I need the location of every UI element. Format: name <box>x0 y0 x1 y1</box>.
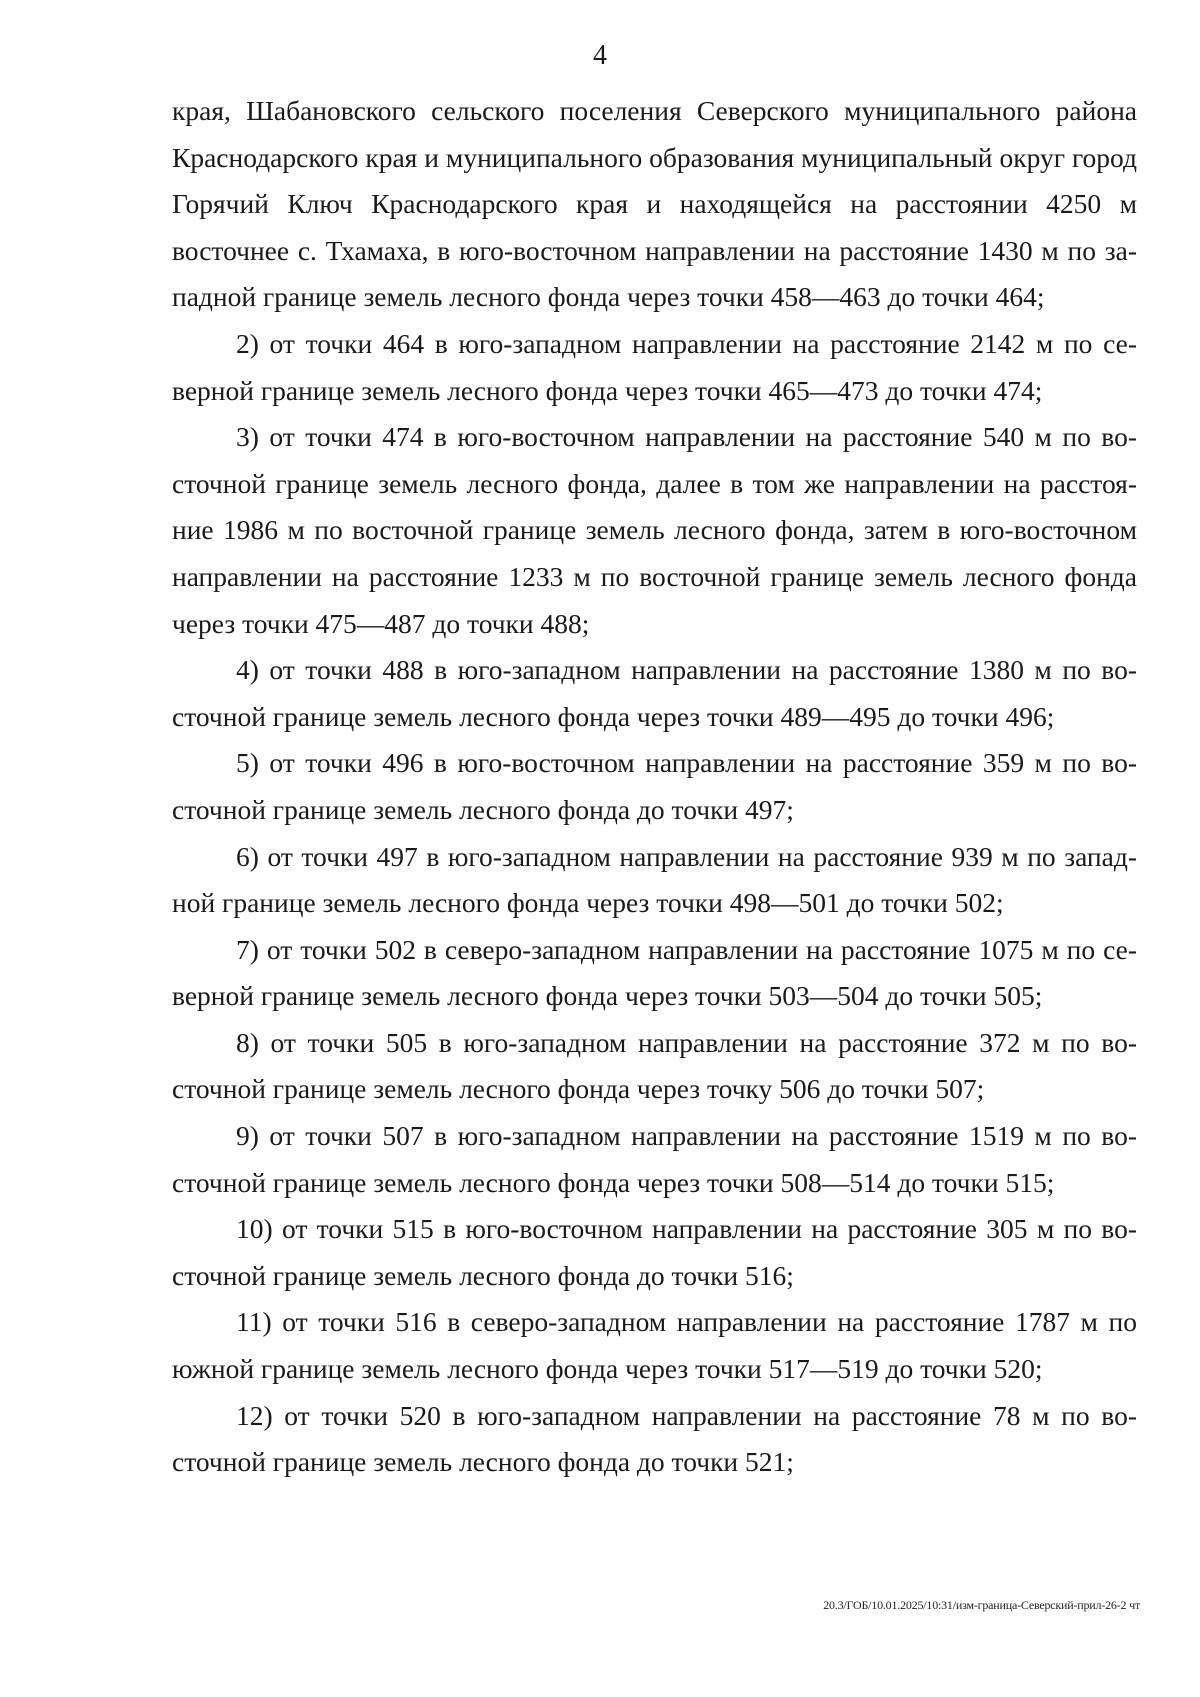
paragraph-item-8: 8) от точки 505 в юго-западном направлении на расстояние 372 м по восточной границе земель лесного фонда через точку 506 до точки 507; <box>172 1026 1137 1105</box>
paragraph-item-7: 7) от точки 502 в северо-западном направлении на расстояние 1075 м по северной границе земель лесного фонда через точки 503—504 до точки 505; <box>172 933 1137 1012</box>
paragraph-item-4: 4) от точки 488 в юго-западном направлении на расстояние 1380 м по восточной границе земель лесного фонда через точки 489—495 до точки 496; <box>172 654 1137 732</box>
paragraph-item-3: 3) от точки 474 в юго-восточном направлении на расстояние 540 м по восточной границе земель лесного фонда, далее в том же направлении на расстояние 1986 м по восточной границе земель лесного фонда, затем в юго-восточном направлении на расстояние 1233 м по восточной границе земель лесного фонда через точки 475—487 до точки 488; <box>172 421 1137 639</box>
paragraph-item-12: 12) от точки 520 в юго-западном направлении на расстояние 78 м по восточной границе земель лесного фонда до точки 521; <box>172 1399 1137 1478</box>
paragraph-item-9: 9) от точки 507 в юго-западном направлении на расстояние 1519 м по восточной границе земель лесного фонда через точки 508—514 до точки 515; <box>172 1120 1137 1198</box>
paragraph-item-10: 10) от точки 515 в юго-восточном направлении на расстояние 305 м по восточной границе земель лесного фонда до точки 516; <box>172 1213 1137 1291</box>
paragraph-item-6: 6) от точки 497 в юго-западном направлении на расстояние 939 м по западной границе земель лесного фонда через точки 498—501 до точки 502; <box>172 840 1137 919</box>
document-body <box>172 88 1137 1486</box>
document-footer-code: 20.3/ГОБ/10.01.2025/10:31/изм-граница-Северский-прил-26-2 чт <box>823 1598 1140 1612</box>
paragraph-item-2: 2) от точки 464 в юго-западном направлении на расстояние 2142 м по северной границе земель лесного фонда через точки 465—473 до точки 474; <box>172 327 1137 406</box>
paragraph-continuation: края, Шабановского сельского поселения Северского муниципального района Краснодарского края и муниципального образования муниципальный округ город Горячий Ключ Краснодарского края и находящейся на расстоянии 4250 м восточнее с. Тхамаха, в юго-восточном направлении на расстояние 1430 м по западной границе земель лесного фонда через точки 458—463 до точки 464; <box>172 95 1137 313</box>
paragraph-item-5: 5) от точки 496 в юго-восточном направлении на расстояние 359 м по восточной границе земель лесного фонда до точки 497; <box>172 747 1137 825</box>
page-number: 4 <box>593 40 607 71</box>
paragraph-item-11: 11) от точки 516 в северо-западном направлении на расстояние 1787 м по южной границе земель лесного фонда через точки 517—519 до точки 520; <box>172 1306 1137 1385</box>
